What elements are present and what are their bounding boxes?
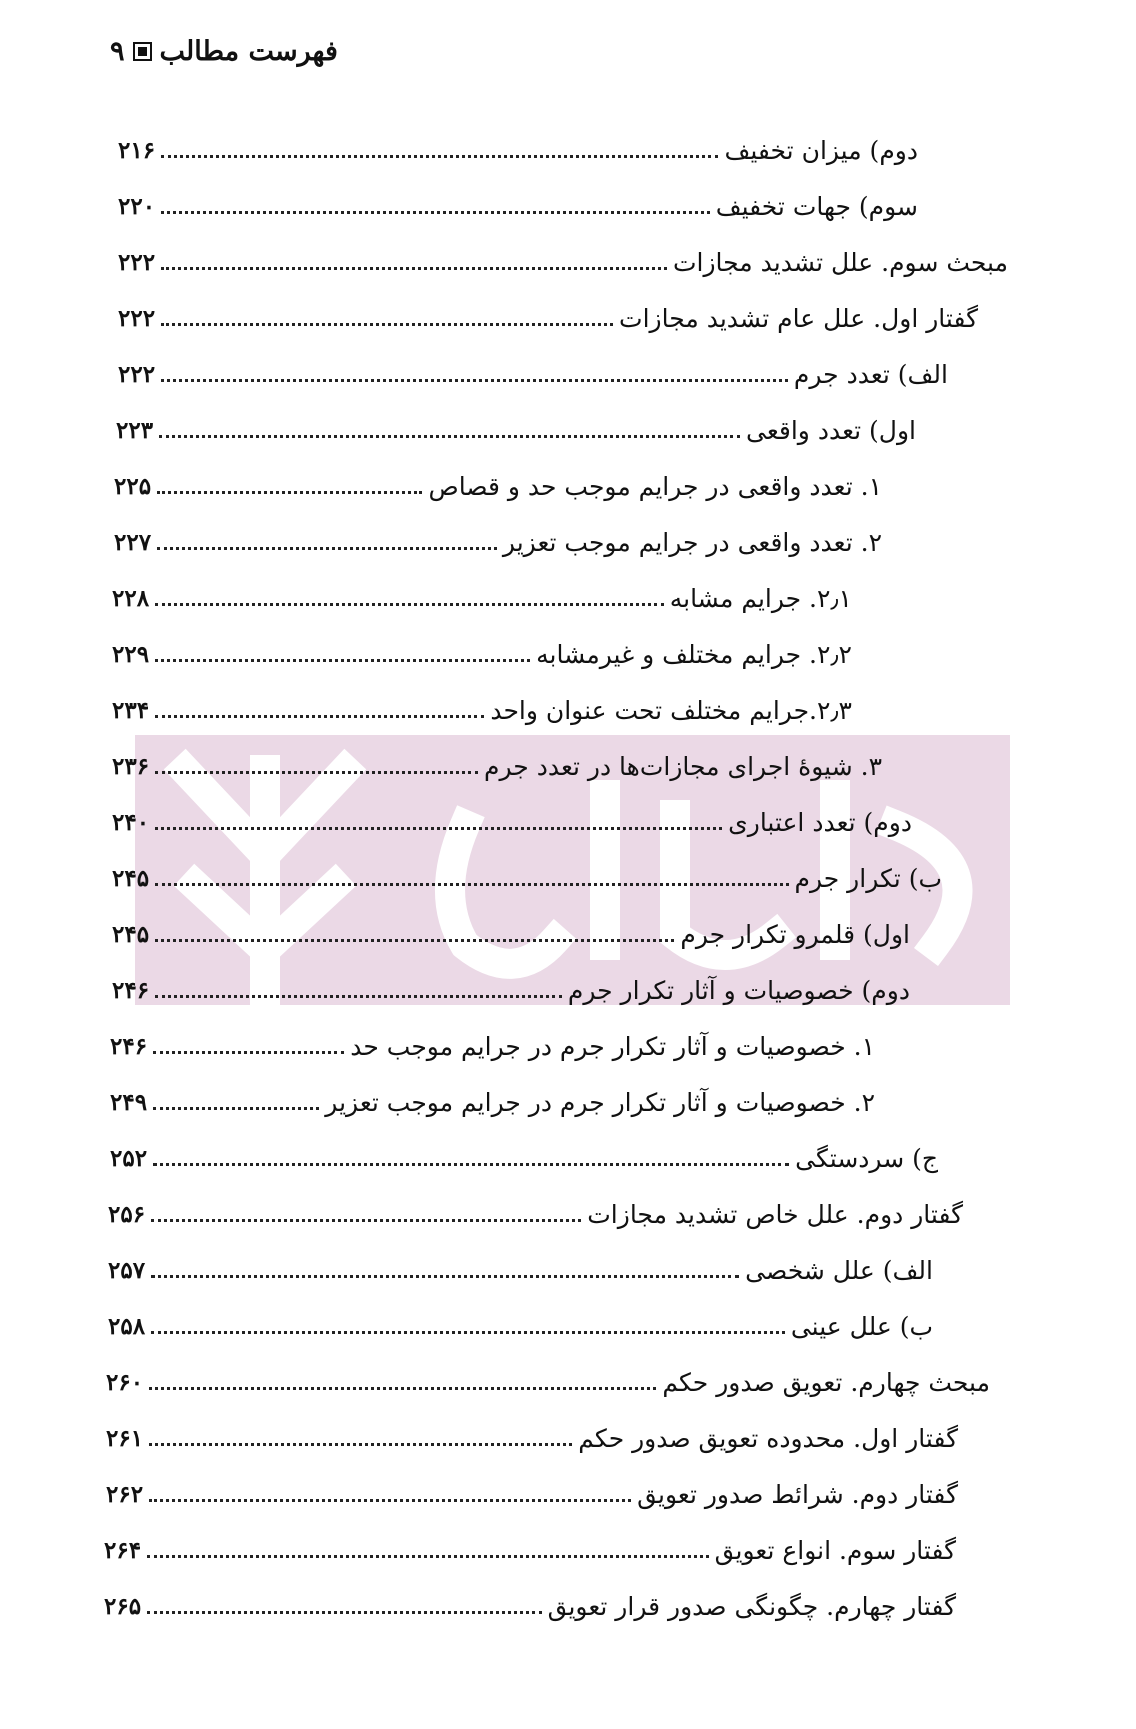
dot-leader [155, 827, 722, 830]
dot-leader [161, 155, 718, 158]
dot-leader [153, 1107, 319, 1110]
toc-entry-title: ۲٫۳.جرایم مختلف تحت عنوان واحد [490, 696, 852, 725]
toc-entry[interactable] [106, 1354, 990, 1398]
toc-page-number: ۲۶۴ [104, 1537, 142, 1564]
toc-page-number: ۲۴۶ [112, 977, 150, 1004]
toc-entry[interactable] [110, 1074, 875, 1118]
toc-entry-title: اول) قلمرو تکرار جرم [680, 920, 910, 949]
toc-entry-title: الف) علل شخصی [745, 1256, 933, 1285]
toc-entry[interactable] [104, 1578, 956, 1622]
toc-page-number: ۲۲۵ [114, 473, 152, 500]
dot-leader [153, 1163, 789, 1166]
toc-page-number: ۲۲۸ [112, 585, 150, 612]
toc-entry-title: گفتار اول. محدوده تعویق صدور حکم [578, 1424, 958, 1453]
dot-leader [149, 1499, 631, 1502]
dot-leader [161, 379, 788, 382]
toc-entry-title: مبحث سوم. علل تشدید مجازات [673, 248, 1008, 277]
toc-page-number: ۲۲۹ [112, 641, 150, 668]
toc-entry[interactable] [112, 626, 852, 670]
toc-page-number: ۲۴۵ [112, 921, 150, 948]
dot-leader [155, 939, 674, 942]
toc-page-number: ۲۵۷ [108, 1257, 146, 1284]
toc-entry[interactable] [116, 402, 916, 446]
toc-entry-title: گفتار دوم. شرائط صدور تعویق [637, 1480, 958, 1509]
toc-entry[interactable] [112, 570, 852, 614]
toc-entry-title: دوم) خصوصیات و آثار تکرار جرم [567, 976, 910, 1005]
toc-page-number: ۲۴۵ [112, 865, 150, 892]
dot-leader [155, 715, 484, 718]
dot-leader [153, 1051, 344, 1054]
toc-page-number: ۲۲۷ [114, 529, 152, 556]
toc-page-number: ۲۶۵ [104, 1593, 142, 1620]
toc-entry[interactable] [110, 1130, 938, 1174]
dot-leader [161, 211, 710, 214]
toc-entry-title: ۲٫۱. جرایم مشابه [669, 584, 852, 613]
toc-entry[interactable] [112, 850, 942, 894]
toc-page-number: ۲۲۲ [118, 305, 156, 332]
toc-page-number: ۲۲۳ [116, 417, 154, 444]
toc-entry-title: گفتار دوم. علل خاص تشدید مجازات [587, 1200, 963, 1229]
toc-entry-title: گفتار چهارم. چگونگی صدور قرار تعویق [547, 1592, 956, 1621]
toc-entry-title: گفتار سوم. انواع تعویق [714, 1536, 956, 1565]
toc-entry[interactable] [112, 906, 910, 950]
toc-entry[interactable] [108, 1186, 963, 1230]
dot-leader [155, 603, 664, 606]
toc-entry-title: دوم) تعدد اعتباری [728, 808, 912, 837]
dot-leader [151, 1331, 785, 1334]
toc-entry[interactable] [104, 1522, 956, 1566]
toc-page-number: ۲۴۰ [112, 809, 150, 836]
toc-page-number: ۲۵۸ [108, 1313, 146, 1340]
toc-entry-title: ب) تکرار جرم [794, 864, 942, 893]
dot-leader [151, 1275, 739, 1278]
dot-leader [161, 323, 613, 326]
toc-entry-title: ب) علل عینی [790, 1312, 933, 1341]
toc-entry-title: ۱. خصوصیات و آثار تکرار جرم در جرایم موجب حد [350, 1032, 875, 1061]
toc-entry[interactable] [112, 738, 882, 782]
toc-entry[interactable] [118, 122, 918, 166]
toc-entry-title: ۳. شیوهٔ اجرای مجازات‌ها در تعدد جرم [484, 752, 882, 781]
toc-entry[interactable] [106, 1466, 958, 1510]
dot-leader [149, 1443, 572, 1446]
toc-entry[interactable] [114, 514, 882, 558]
toc-entry-title: الف) تعدد جرم [793, 360, 948, 389]
toc-entry-title: ۱. تعدد واقعی در جرایم موجب حد و قصاص [428, 472, 882, 501]
toc-entry-title: دوم) میزان تخفیف [724, 136, 918, 165]
toc-page-number: ۲۶۰ [106, 1369, 144, 1396]
toc-page-number: ۲۵۲ [110, 1145, 148, 1172]
toc-entry[interactable] [110, 1018, 875, 1062]
toc-entry[interactable] [112, 794, 912, 838]
page-number: ۹ [110, 36, 125, 67]
toc-page-number: ۲۲۰ [118, 193, 156, 220]
dot-leader [155, 771, 478, 774]
toc-entry[interactable] [112, 682, 852, 726]
toc-page-number: ۲۴۶ [110, 1033, 148, 1060]
dot-leader [149, 1387, 656, 1390]
toc-entry-title: گفتار اول. علل عام تشدید مجازات [619, 304, 978, 333]
toc-page-number: ۲۶۲ [106, 1481, 144, 1508]
dot-leader [151, 1219, 581, 1222]
toc-entry[interactable] [112, 962, 910, 1006]
dot-leader [159, 435, 740, 438]
toc-page-number: ۲۴۹ [110, 1089, 148, 1116]
dot-leader [147, 1611, 542, 1614]
toc-entry[interactable] [118, 290, 978, 334]
toc-entry[interactable] [108, 1242, 933, 1286]
toc-entry[interactable] [118, 178, 918, 222]
dot-leader [155, 659, 530, 662]
toc-entry-title: مبحث چهارم. تعویق صدور حکم [662, 1368, 990, 1397]
toc-entry[interactable] [118, 234, 1008, 278]
toc-page-number: ۲۳۴ [112, 697, 150, 724]
toc-entry-title: ۲. تعدد واقعی در جرایم موجب تعزیر [502, 528, 882, 557]
toc-page-number: ۲۲۲ [118, 361, 156, 388]
dot-leader [147, 1555, 709, 1558]
dot-leader [157, 491, 422, 494]
toc-entry-title: اول) تعدد واقعی [746, 416, 916, 445]
toc-entry[interactable] [118, 346, 948, 390]
toc-page-number: ۲۱۶ [118, 137, 156, 164]
toc-entry-title: ۲٫۲. جرایم مختلف و غیرمشابه [536, 640, 852, 669]
toc-entry[interactable] [108, 1298, 933, 1342]
page-title: فهرست مطالب [159, 36, 338, 67]
toc-page-number: ۲۳۶ [112, 753, 150, 780]
toc-page-number: ۲۵۶ [108, 1201, 146, 1228]
toc-page-number: ۲۲۲ [118, 249, 156, 276]
toc-entry[interactable] [114, 458, 882, 502]
dot-leader [155, 995, 562, 998]
toc-entry[interactable] [106, 1410, 958, 1454]
dot-leader [155, 883, 788, 886]
dot-leader [161, 267, 667, 270]
toc-entry-title: سوم) جهات تخفیف [715, 192, 918, 221]
toc-page-number: ۲۶۱ [106, 1425, 144, 1452]
toc-entry-title: ۲. خصوصیات و آثار تکرار جرم در جرایم موجب تعزیر [325, 1088, 875, 1117]
toc-entry-title: ج) سردستگی [795, 1144, 938, 1173]
dot-leader [157, 547, 497, 550]
